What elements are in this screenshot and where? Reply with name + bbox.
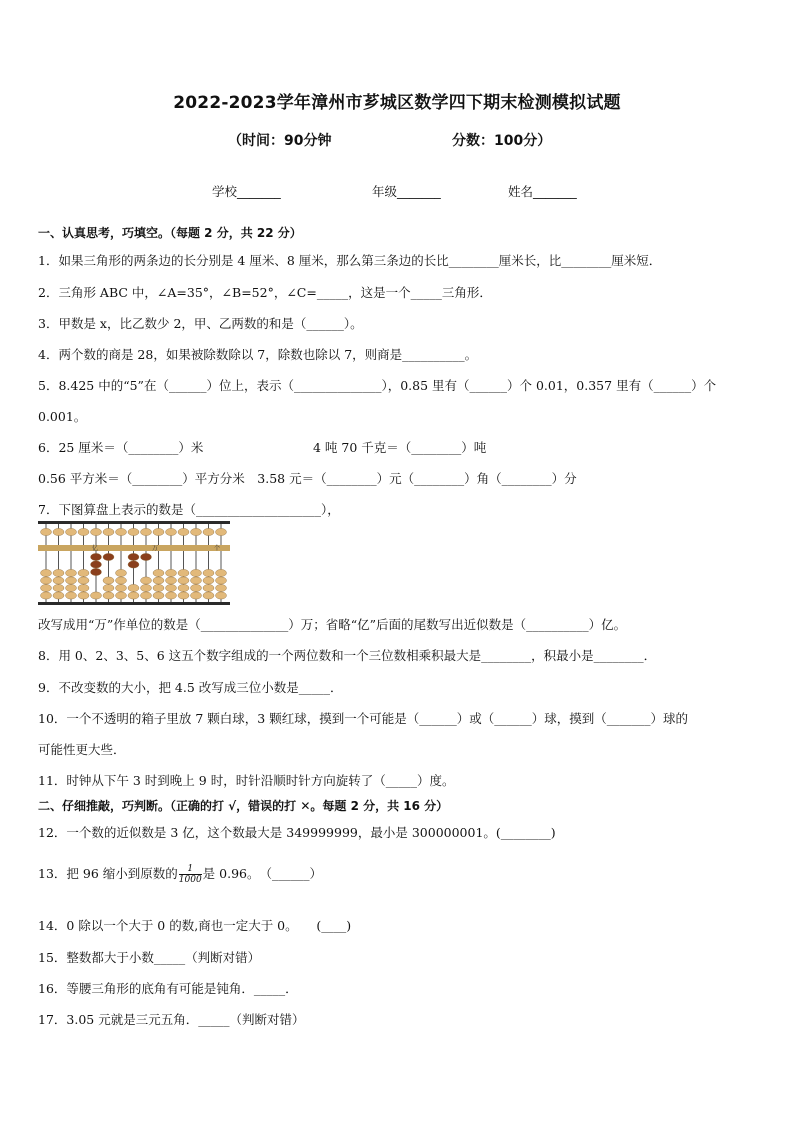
abacus-bead	[216, 569, 227, 576]
abacus-bead	[103, 553, 114, 560]
abacus-figure	[38, 521, 230, 605]
abacus-bead	[91, 568, 102, 575]
abacus-bead	[53, 569, 64, 576]
question-17: 17．3.05 元就是三元五角．_____（判断对错）	[38, 1012, 305, 1027]
question-15: 15．整数都大于小数_____（判断对错）	[38, 950, 261, 965]
abacus-bead	[153, 592, 164, 599]
abacus-bead	[166, 569, 177, 576]
abacus-bead	[128, 553, 139, 560]
abacus-bead	[178, 584, 189, 591]
abacus-bead	[166, 584, 177, 591]
abacus-bead	[128, 561, 139, 568]
abacus-bead	[53, 584, 64, 591]
abacus-bead	[191, 569, 202, 576]
abacus-bead	[178, 577, 189, 584]
abacus-top-frame	[38, 521, 230, 524]
abacus-bead	[116, 577, 127, 584]
abacus-bead	[191, 577, 202, 584]
abacus-bead	[216, 584, 227, 591]
question-13	[38, 864, 322, 885]
abacus-bead	[91, 592, 102, 599]
abacus-bead	[66, 577, 77, 584]
abacus-bead	[78, 592, 89, 599]
question-10-cont: 可能性更大些．	[38, 742, 126, 757]
question-6-right: 4 吨 70 千克＝（________）吨	[313, 440, 487, 455]
abacus-bead	[103, 528, 114, 535]
abacus-bead	[41, 592, 52, 599]
abacus-bead	[166, 592, 177, 599]
question-8: 8．用 0、2、3、5、6 这五个数字组成的一个两位数和一个三位数相乘积最大是________，积最小是________．	[38, 648, 657, 663]
question-1: 1．如果三角形的两条边的长分别是 4 厘米、8 厘米，那么第三条边的长比________厘米长，比________厘米短．	[38, 253, 662, 268]
abacus-bead	[66, 592, 77, 599]
abacus-bead	[153, 569, 164, 576]
question-16: 16．等腰三角形的底角有可能是钝角．_____．	[38, 981, 298, 996]
abacus-bead	[153, 584, 164, 591]
abacus-bead	[141, 553, 152, 560]
rod-label-ge: 个	[214, 545, 221, 552]
question-5-cont: 0.001。	[38, 409, 87, 424]
abacus-bead	[78, 584, 89, 591]
fraction-denominator: 1000	[178, 875, 202, 885]
abacus-beam	[38, 545, 230, 551]
fraction	[179, 864, 202, 885]
question-6: 6．25 厘米＝（________）米	[38, 440, 204, 455]
grade-field[interactable]: 年级_______	[372, 184, 441, 199]
abacus-bead	[41, 569, 52, 576]
abacus-bead	[153, 528, 164, 535]
abacus-bead	[91, 561, 102, 568]
school-field[interactable]: 学校_______	[212, 184, 281, 199]
page-title: 2022-2023学年漳州市芗城区数学四下期末检测模拟试题	[173, 93, 621, 113]
question-6-cont: 0.56 平方米＝（________）平方分米 3.58 元＝（________）元（________）角（________）分	[38, 471, 577, 486]
question-12: 12．一个数的近似数是 3 亿，这个数最大是 349999999，最小是 300000001。(________)	[38, 825, 556, 840]
abacus-bead	[91, 553, 102, 560]
section-heading-2: 二、仔细推敲，巧判断。（正确的打 √，错误的打 ✕。每题 2 分，共 16 分）	[38, 799, 449, 813]
abacus-bead	[116, 584, 127, 591]
abacus-bead	[103, 584, 114, 591]
question-11: 11．时钟从下午 3 时到晚上 9 时，时针沿顺时针方向旋转了（_____）度。	[38, 773, 455, 788]
abacus-bead	[203, 584, 214, 591]
question-2: 2．三角形 ABC 中，∠A=35°，∠B=52°，∠C=_____，这是一个_____三角形．	[38, 285, 492, 300]
abacus-bead	[203, 577, 214, 584]
abacus-bead	[191, 528, 202, 535]
abacus-bead	[78, 577, 89, 584]
abacus-bead	[78, 569, 89, 576]
abacus-bead	[216, 528, 227, 535]
section-heading: 一、认真思考，巧填空。（每题 2 分，共 22 分）	[38, 226, 302, 240]
question-4: 4．两个数的商是 28，如果被除数除以 7，除数也除以 7，则商是__________。	[38, 347, 478, 362]
abacus-bead	[203, 569, 214, 576]
question-10: 10．一个不透明的箱子里放 7 颗白球，3 颗红球，摸到一个可能是（______）或（______）球，摸到（_______）球的	[38, 711, 688, 726]
abacus-bead	[216, 577, 227, 584]
question-13-tail: 是 0.96。 （______）	[202, 866, 322, 881]
abacus-bead	[66, 528, 77, 535]
question-9: 9．不改变数的大小，把 4.5 改写成三位小数是_____．	[38, 680, 343, 695]
score-label: 分数：100分）	[452, 133, 552, 149]
question-3: 3．甲数是 x，比乙数少 2，甲、乙两数的和是（______）。	[38, 316, 363, 331]
question-7-cont: 改写成用“万”作单位的数是（______________）万；省略“亿”后面的尾数写出近似数是（__________）亿。	[38, 617, 627, 632]
abacus-bead	[103, 592, 114, 599]
abacus-bead	[53, 592, 64, 599]
question-14: 14．0 除以一个大于 0 的数,商也一定大于 0。 (____)	[38, 918, 352, 933]
abacus-bead	[178, 592, 189, 599]
abacus-bead	[128, 592, 139, 599]
abacus-bead	[66, 584, 77, 591]
rod-label-wan: 万	[152, 545, 159, 552]
abacus-bead	[141, 584, 152, 591]
abacus-bead	[141, 577, 152, 584]
abacus-bead	[178, 528, 189, 535]
abacus-bead	[203, 592, 214, 599]
question-13-text: 13．把 96 缩小到原数的	[38, 866, 178, 881]
abacus-bead	[153, 577, 164, 584]
abacus-bead	[116, 569, 127, 576]
abacus-bead	[78, 528, 89, 535]
abacus-bead	[41, 577, 52, 584]
abacus-bead	[41, 584, 52, 591]
abacus-bead	[116, 528, 127, 535]
fraction-numerator: 1	[179, 864, 202, 875]
time-label: （时间：90分钟	[228, 133, 332, 149]
abacus-bottom-frame	[38, 602, 230, 605]
abacus-bead	[191, 584, 202, 591]
question-7: 7．下图算盘上表示的数是（____________________），	[38, 502, 340, 517]
abacus-bead	[166, 577, 177, 584]
abacus-bead	[216, 592, 227, 599]
abacus-bead	[203, 528, 214, 535]
abacus-bead	[103, 577, 114, 584]
abacus-bead	[116, 592, 127, 599]
abacus-bead	[178, 569, 189, 576]
abacus-bead	[141, 528, 152, 535]
abacus-bead	[166, 528, 177, 535]
abacus-bead	[53, 577, 64, 584]
rod-label-yi: 亿	[92, 545, 99, 552]
name-field[interactable]: 姓名_______	[508, 184, 577, 199]
abacus-bead	[41, 528, 52, 535]
abacus-bead	[66, 569, 77, 576]
abacus-bead	[141, 592, 152, 599]
abacus-bead	[128, 528, 139, 535]
abacus-bead	[91, 528, 102, 535]
abacus-bead	[128, 584, 139, 591]
abacus-bead	[53, 528, 64, 535]
question-5: 5．8.425 中的“5”在（______）位上，表示（______________），0.85 里有（______）个 0.01，0.357 里有（______）个	[38, 378, 717, 393]
abacus-bead	[191, 592, 202, 599]
